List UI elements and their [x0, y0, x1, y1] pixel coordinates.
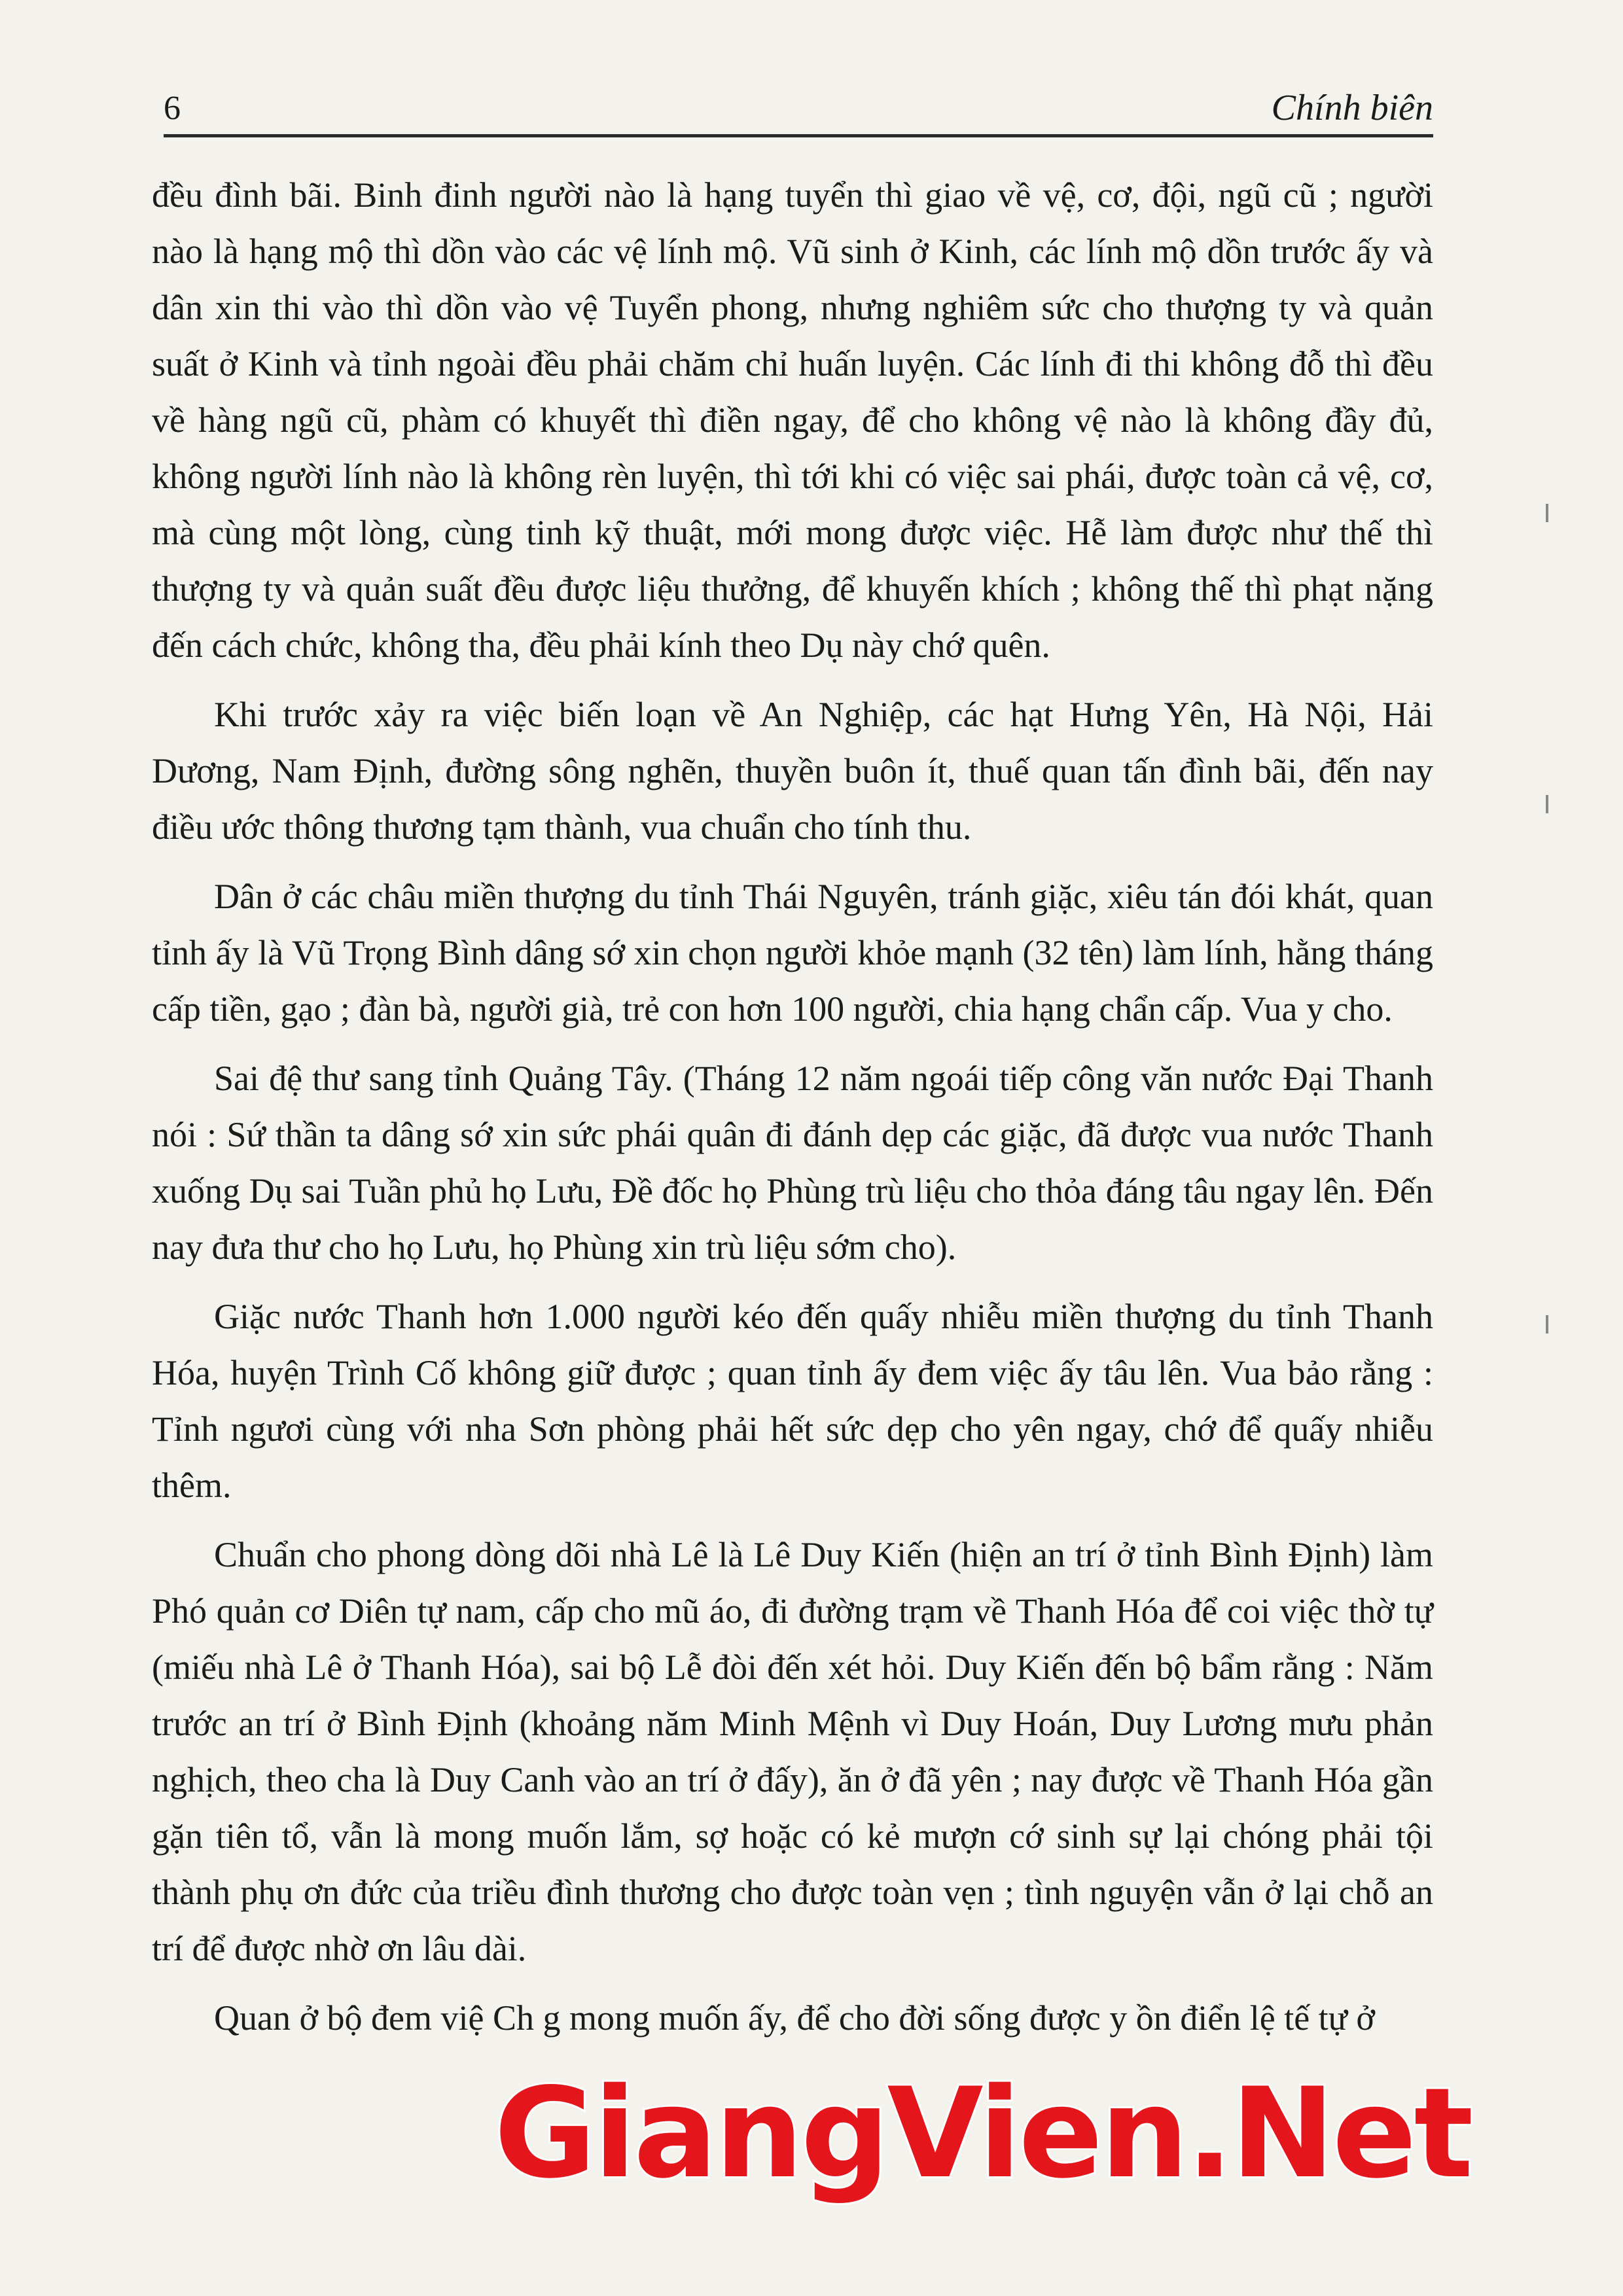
- paragraph: Chuẩn cho phong dòng dõi nhà Lê là Lê Duy Kiến (hiện an trí ở tỉnh Bình Định) làm Phó quản cơ Diên tự nam, cấp cho mũ áo, đi đường trạm về Thanh Hóa để coi việc thờ tự (miếu nhà Lê ở Thanh Hóa), sai bộ Lễ đòi đến xét hỏi. Duy Kiến đến bộ bẩm rằng : Năm trước an trí ở Bình Định (khoảng năm Minh Mệnh vì Duy Hoán, Duy Lương mưu phản nghịch, theo cha là Duy Canh vào an trí ở đấy), ăn ở đã yên ; nay được về Thanh Hóa gần gặn tiên tổ, vẫn là mong muốn lắm, sợ hoặc có kẻ mượn cớ sinh sự lại chóng phải tội thành phụ ơn đức của triều đình thương cho được toàn vẹn ; tình nguyện vẫn ở lại chỗ an trí để được nhờ ơn lâu dài.: [152, 1535, 1433, 1968]
- paragraph: Quan ở bộ đem việ Ch g mong muốn ấy, để cho đời sống được y ồn điển lệ tế tự ở: [214, 1998, 1375, 2038]
- scan-mark: [1546, 1315, 1548, 1333]
- watermark-logo: GiangVien.Net: [494, 2061, 1471, 2206]
- paragraph: Dân ở các châu miền thượng du tỉnh Thái Nguyên, tránh giặc, xiêu tán đói khát, quan tỉnh ấy là Vũ Trọng Bình dâng sớ xin chọn người khỏe mạnh (32 tên) làm lính, hằng tháng cấp tiền, gạo ; đàn bà, người già, trẻ con hơn 100 người, chia hạng chẩn cấp. Vua y cho.: [152, 877, 1433, 1029]
- page-number: 6: [164, 90, 181, 127]
- paragraph: Khi trước xảy ra việc biến loạn về An Nghiệp, các hạt Hưng Yên, Hà Nội, Hải Dương, Nam Định, đường sông nghẽn, thuyền buôn ít, thuế quan tấn đình bãi, đến nay điều ước thông thương tạm thành, vua chuẩn cho tính thu.: [152, 695, 1433, 847]
- running-head: Chính biên: [1271, 88, 1433, 128]
- page-header: [164, 62, 1433, 137]
- paragraph: đều đình bãi. Binh đinh người nào là hạng tuyển thì giao về vệ, cơ, đội, ngũ cũ ; người nào là hạng mộ thì dồn vào các vệ lính mộ. Vũ sinh ở Kinh, các lính mộ dồn trước ấy và dân xin thi vào thì dồn vào vệ Tuyển phong, nhưng nghiêm sức cho thượng ty và quản suất ở Kinh và tỉnh ngoài đều phải chăm chỉ huấn luyện. Các lính đi thi không đỗ thì đều về hàng ngũ cũ, phàm có khuyết thì điền ngay, để cho không vệ nào là không đầy đủ, không người lính nào là không rèn luyện, thì tới khi có việc sai phái, được toàn cả vệ, cơ, mà cùng một lòng, cùng tinh kỹ thuật, mới mong được việc. Hễ làm được như thế thì thượng ty và quản suất đều được liệu thưởng, để khuyến khích ; không thế thì phạt nặng đến cách chức, không tha, đều phải kính theo Dụ này chớ quên.: [152, 175, 1433, 665]
- scan-mark: [1546, 504, 1548, 522]
- paragraph: Giặc nước Thanh hơn 1.000 người kéo đến quấy nhiễu miền thượng du tỉnh Thanh Hóa, huyện Trình Cố không giữ được ; quan tỉnh ấy đem việc ấy tâu lên. Vua bảo rằng : Tỉnh ngươi cùng với nha Sơn phòng phải hết sức dẹp cho yên ngay, chớ để quấy nhiễu thêm.: [152, 1297, 1433, 1505]
- paragraph: Sai đệ thư sang tỉnh Quảng Tây. (Tháng 12 năm ngoái tiếp công văn nước Đại Thanh nói : Sứ thần ta dâng sớ xin sức phái quân đi đánh dẹp các giặc, đã được vua nước Thanh xuống Dụ sai Tuần phủ họ Lưu, Đề đốc họ Phùng trù liệu cho thỏa đáng tâu ngay lên. Đến nay đưa thư cho họ Lưu, họ Phùng xin trù liệu sớm cho).: [152, 1059, 1433, 1267]
- scan-mark: [1546, 795, 1548, 813]
- body-text: [152, 167, 1433, 2059]
